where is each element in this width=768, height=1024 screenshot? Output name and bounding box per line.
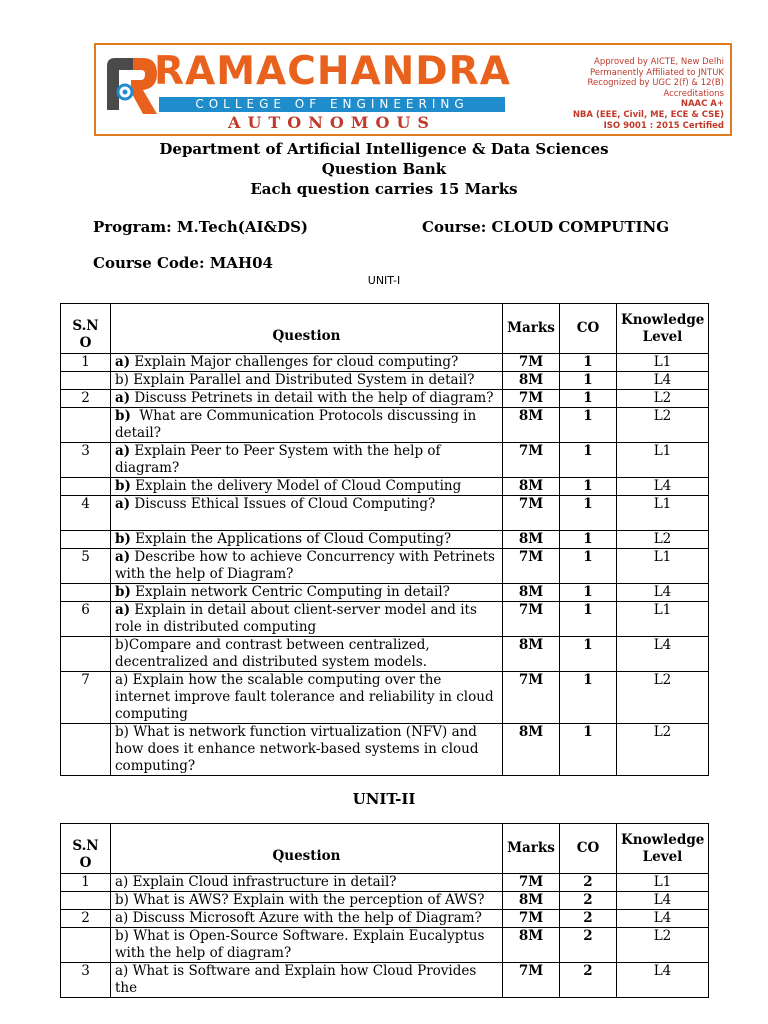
marks-cell: 7M	[503, 672, 560, 724]
accreditation-line: ISO 9001 : 2015 Certified	[603, 120, 724, 131]
column-header-question: Question	[111, 304, 503, 354]
question-text: a) Explain how the scalable computing over the internet improve fault tolerance and reliability in cloud computing	[115, 672, 498, 722]
knowledge-level-cell: L2	[617, 531, 709, 549]
co-cell: 1	[560, 584, 617, 602]
table-row	[61, 584, 709, 602]
question-part-label: b)	[115, 531, 131, 547]
question-part-label: a)	[115, 390, 131, 406]
question-cell	[111, 910, 503, 928]
question-text: Explain in detail about client-server model and its role in distributed computing	[115, 602, 482, 635]
serial-number-cell: 2	[61, 390, 111, 408]
program-label: Program: M.Tech(AI&DS)	[93, 218, 309, 236]
knowledge-level-cell: L4	[617, 372, 709, 390]
co-cell: 1	[560, 408, 617, 443]
marks-cell: 8M	[503, 637, 560, 672]
marks-cell: 8M	[503, 892, 560, 910]
knowledge-level-cell: L2	[617, 408, 709, 443]
unit-1-heading: UNIT-I	[367, 274, 401, 287]
knowledge-level-cell: L1	[617, 496, 709, 531]
question-text: b) What is AWS? Explain with the perception of AWS?	[115, 892, 485, 908]
knowledge-level-cell: L1	[617, 602, 709, 637]
serial-number-cell: 3	[61, 963, 111, 998]
header-text: S.N	[72, 317, 99, 334]
serial-number-cell	[61, 372, 111, 390]
column-header-sno	[61, 304, 111, 354]
table-row	[61, 354, 709, 372]
column-header-level	[617, 304, 709, 354]
column-header-level	[617, 824, 709, 874]
marks-cell: 8M	[503, 408, 560, 443]
serial-number-cell	[61, 637, 111, 672]
unit-1-question-table	[60, 303, 709, 776]
accreditation-line: Accreditations	[663, 88, 724, 99]
question-text: b) Explain Parallel and Distributed System in detail?	[115, 372, 475, 388]
co-cell: 1	[560, 354, 617, 372]
marks-cell: 7M	[503, 443, 560, 478]
question-part-label: a)	[115, 602, 131, 618]
co-cell: 1	[560, 724, 617, 776]
question-text: Explain Peer to Peer System with the help of diagram?	[115, 443, 445, 476]
accreditation-line: NAAC A+	[680, 99, 724, 110]
table-row	[61, 874, 709, 892]
table-row	[61, 443, 709, 478]
table-row	[61, 892, 709, 910]
header-text: Level	[642, 848, 683, 865]
autonomous-label: AUTONOMOUS	[228, 113, 436, 132]
table-row	[61, 549, 709, 584]
question-text: a) Discuss Microsoft Azure with the help of Diagram?	[115, 910, 482, 926]
knowledge-level-cell: L1	[617, 443, 709, 478]
college-banner	[94, 43, 732, 136]
question-cell	[111, 478, 503, 496]
co-cell: 1	[560, 443, 617, 478]
marks-cell: 7M	[503, 549, 560, 584]
co-cell: 2	[560, 874, 617, 892]
column-header-marks: Marks	[503, 304, 560, 354]
serial-number-cell: 5	[61, 549, 111, 584]
question-text: Describe how to achieve Concurrency with Petrinets with the help of Diagram?	[115, 549, 500, 582]
marks-cell: 8M	[503, 372, 560, 390]
marks-cell: 7M	[503, 390, 560, 408]
question-text: What are Communication Protocols discussing in detail?	[115, 408, 481, 441]
question-part-label: a)	[115, 443, 131, 459]
table-row	[61, 602, 709, 637]
question-text: b)Compare and contrast between centralized, decentralized and distributed system models.	[115, 637, 434, 670]
marks-cell: 8M	[503, 531, 560, 549]
question-cell	[111, 390, 503, 408]
serial-number-cell	[61, 531, 111, 549]
table-row	[61, 390, 709, 408]
question-cell	[111, 874, 503, 892]
table-row	[61, 372, 709, 390]
knowledge-level-cell: L4	[617, 963, 709, 998]
department-heading: Department of Artificial Intelligence & Data Sciences	[159, 140, 609, 158]
serial-number-cell	[61, 892, 111, 910]
knowledge-level-cell: L2	[617, 672, 709, 724]
table-header-row	[61, 824, 709, 874]
table-header-row	[61, 304, 709, 354]
table-row	[61, 910, 709, 928]
table-row	[61, 408, 709, 443]
knowledge-level-cell: L4	[617, 892, 709, 910]
question-cell	[111, 892, 503, 910]
question-cell	[111, 408, 503, 443]
question-part-label: b)	[115, 584, 131, 600]
marks-cell: 8M	[503, 928, 560, 963]
question-text: a) What is Software and Explain how Cloud Provides the	[115, 963, 481, 996]
course-code-label: Course Code: MAH04	[93, 254, 273, 272]
question-cell	[111, 963, 503, 998]
column-header-question: Question	[111, 824, 503, 874]
marks-cell: 7M	[503, 602, 560, 637]
marks-cell: 8M	[503, 478, 560, 496]
co-cell: 1	[560, 478, 617, 496]
accreditation-line: Approved by AICTE, New Delhi	[594, 57, 724, 67]
marks-cell: 8M	[503, 584, 560, 602]
question-cell	[111, 443, 503, 478]
header-text: Level	[642, 328, 683, 345]
accreditation-line: NBA (EEE, Civil, ME, ECE & CSE)	[572, 109, 724, 120]
question-cell	[111, 928, 503, 963]
co-cell: 1	[560, 496, 617, 531]
serial-number-cell: 3	[61, 443, 111, 478]
marks-cell: 7M	[503, 874, 560, 892]
question-cell	[111, 584, 503, 602]
co-cell: 1	[560, 531, 617, 549]
marks-cell: 7M	[503, 910, 560, 928]
knowledge-level-cell: L2	[617, 390, 709, 408]
knowledge-level-cell: L1	[617, 549, 709, 584]
knowledge-level-cell: L2	[617, 724, 709, 776]
question-text: a) Explain Cloud infrastructure in detail?	[115, 874, 397, 890]
question-part-label: a)	[115, 354, 131, 370]
serial-number-cell: 7	[61, 672, 111, 724]
accreditation-line: Recognized by UGC 2(f) & 12(B)	[587, 78, 724, 89]
question-cell	[111, 549, 503, 584]
co-cell: 1	[560, 372, 617, 390]
college-logo-icon	[103, 54, 159, 118]
header-text: Knowledge	[621, 311, 705, 328]
college-subtitle: COLLEGE OF ENGINEERING	[159, 97, 505, 112]
co-cell: 1	[560, 549, 617, 584]
knowledge-level-cell: L1	[617, 354, 709, 372]
co-cell: 1	[560, 390, 617, 408]
co-cell: 2	[560, 963, 617, 998]
header-text: O	[79, 854, 92, 871]
marks-cell: 7M	[503, 496, 560, 531]
table-row	[61, 963, 709, 998]
serial-number-cell	[61, 584, 111, 602]
question-text: Discuss Petrinets in detail with the help of diagram?	[130, 390, 494, 406]
knowledge-level-cell: L2	[617, 928, 709, 963]
co-cell: 2	[560, 928, 617, 963]
knowledge-level-cell: L4	[617, 478, 709, 496]
header-text: S.N	[72, 837, 99, 854]
serial-number-cell: 4	[61, 496, 111, 531]
table-row	[61, 928, 709, 963]
question-cell	[111, 724, 503, 776]
co-cell: 2	[560, 910, 617, 928]
question-text: b) What is network function virtualization (NFV) and how does it enhance network-based systems in cloud computing?	[115, 724, 483, 774]
column-header-co: CO	[560, 304, 617, 354]
knowledge-level-cell: L1	[617, 874, 709, 892]
column-header-marks: Marks	[503, 824, 560, 874]
college-name: RAMACHANDRA	[154, 49, 511, 94]
table-row	[61, 672, 709, 724]
table-row	[61, 496, 709, 531]
question-part-label: b)	[115, 478, 131, 494]
question-cell	[111, 354, 503, 372]
table-row	[61, 531, 709, 549]
accreditation-line: Permanently Affiliated to JNTUK	[589, 67, 724, 78]
co-cell: 2	[560, 892, 617, 910]
serial-number-cell: 6	[61, 602, 111, 637]
co-cell: 1	[560, 602, 617, 637]
serial-number-cell	[61, 928, 111, 963]
serial-number-cell	[61, 478, 111, 496]
table-row	[61, 478, 709, 496]
column-header-co: CO	[560, 824, 617, 874]
question-cell	[111, 672, 503, 724]
unit-2-question-table	[60, 823, 709, 998]
marks-cell: 7M	[503, 963, 560, 998]
question-text: Explain the Applications of Cloud Computing?	[130, 531, 452, 547]
marks-cell: 8M	[503, 724, 560, 776]
knowledge-level-cell: L4	[617, 910, 709, 928]
knowledge-level-cell: L4	[617, 584, 709, 602]
question-cell	[111, 496, 503, 531]
header-text: O	[79, 334, 92, 351]
knowledge-level-cell: L4	[617, 637, 709, 672]
co-cell: 1	[560, 672, 617, 724]
header-text: Knowledge	[621, 831, 705, 848]
question-cell	[111, 372, 503, 390]
table-row	[61, 724, 709, 776]
serial-number-cell: 1	[61, 354, 111, 372]
question-part-label: a)	[115, 496, 131, 512]
question-text: b) What is Open-Source Software. Explain Eucalyptus with the help of diagram?	[115, 928, 489, 961]
question-part-label: a)	[115, 549, 131, 565]
marks-cell: 7M	[503, 354, 560, 372]
column-header-sno	[61, 824, 111, 874]
question-text: Explain the delivery Model of Cloud Computing	[130, 478, 462, 494]
question-text: Discuss Ethical Issues of Cloud Computing?	[130, 496, 436, 512]
marks-note: Each question carries 15 Marks	[250, 180, 518, 198]
serial-number-cell: 1	[61, 874, 111, 892]
question-text: Explain network Centric Computing in detail?	[130, 584, 450, 600]
question-cell	[111, 602, 503, 637]
serial-number-cell: 2	[61, 910, 111, 928]
co-cell: 1	[560, 637, 617, 672]
serial-number-cell	[61, 408, 111, 443]
question-part-label: b)	[115, 408, 131, 424]
course-label: Course: CLOUD COMPUTING	[422, 218, 670, 236]
question-text: Explain Major challenges for cloud computing?	[130, 354, 459, 370]
question-cell	[111, 531, 503, 549]
document-title: Question Bank	[321, 160, 447, 178]
table-row	[61, 637, 709, 672]
question-cell	[111, 637, 503, 672]
serial-number-cell	[61, 724, 111, 776]
accreditation-list	[524, 57, 724, 131]
unit-2-heading: UNIT-II	[352, 790, 416, 808]
